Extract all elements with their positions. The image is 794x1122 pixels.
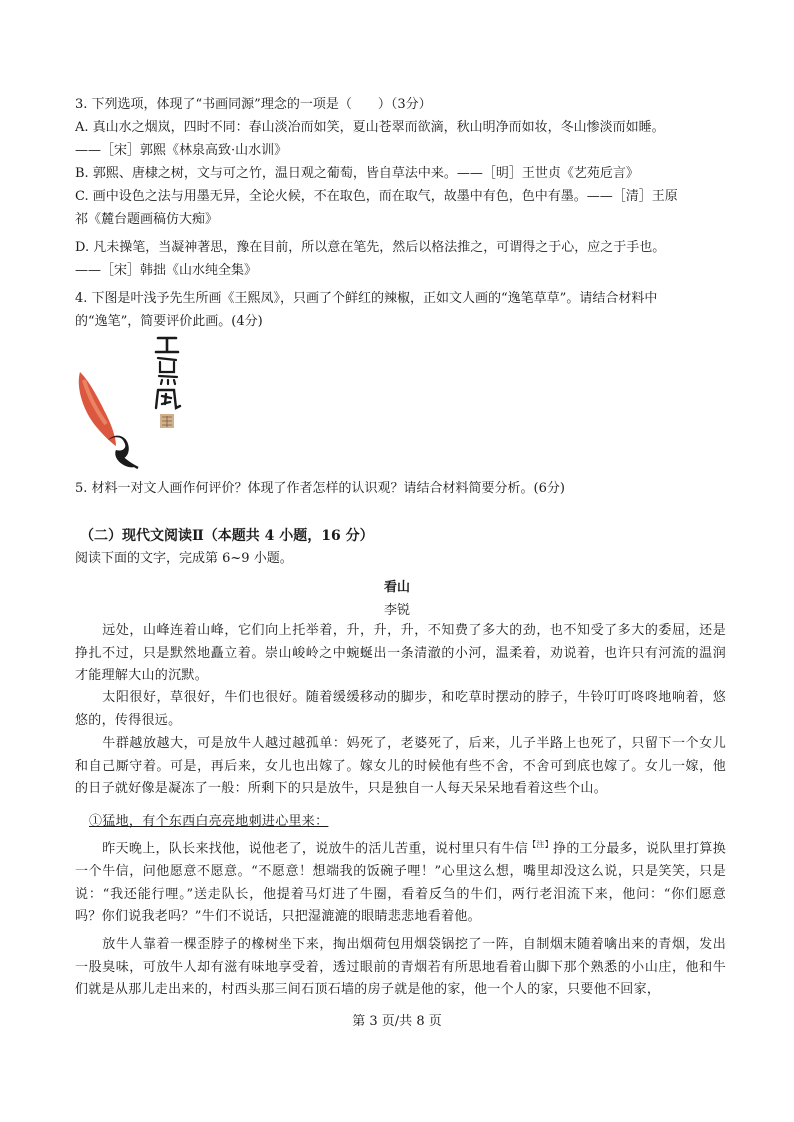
story-author: 李锐: [383, 603, 410, 618]
q3-option-c: C. 画中设色之法与用墨无异，全论火候，不在取色，而在取气，故墨中有色，色中有墨。——［清］王原: [75, 189, 678, 204]
footnote-marker: 【注】: [528, 840, 554, 849]
q5-stem: 5. 材料一对文人画作何评价？体现了作者怎样的认识观？请结合材料简要分析。(6分): [75, 481, 565, 496]
q3-option-d: D. 凡未操笔，当凝神著思，豫在目前，所以意在笔先，然后以格法推之，可谓得之于心，应之于手也。: [75, 240, 666, 255]
paragraph-5-text-a: 昨天晚上，队长来找他，说他老了，说放牛的活儿苦重，说村里只有牛信: [102, 841, 529, 857]
page-footer: 第 3 页/共 8 页: [352, 1014, 442, 1029]
story-paragraph-3: 牛群越放越大，可是放牛人越过越孤单：妈死了，老婆死了，后来，儿子半路上也死了，只留下一个女儿和自己厮守着。可是，再后来，女儿也出嫁了。嫁女儿的时候他有些不舍，不舍可到底也嫁了。女儿一嫁，他的日子就好像是凝冻了一般：所剩下的只是放牛，只是独自一人每天呆呆地看着这些个山。: [75, 736, 726, 797]
q3-option-d-source: ——［宋］韩拙《山水纯全集》: [75, 263, 258, 278]
q3-option-a-source: ——［宋］郭熙《林泉高致·山水训》: [75, 143, 288, 158]
painting-calligraphy: [156, 338, 180, 408]
story-title: 看山: [383, 580, 410, 595]
section-heading: （二）现代文阅读Ⅱ（本题共 4 小题，16 分）: [80, 528, 374, 544]
paragraph-5-text-b: 挣的工分最多，说队里打算换一个牛信，问他愿意不愿意。“不愿意！想端我的饭碗子哩！”心里这么想，嘴里却没这么说，只是笑笑，只是说：“我还能行哩。”送走队长，他提着马灯进了牛圈，看着反刍的牛们，两行老泪流下来，他问：“你们愿意吗？你们说我老吗？”牛们不说话，只把湿漉漉的眼睛悲悲地看着他。: [75, 841, 726, 925]
chili-painting: [72, 328, 202, 478]
q4-stem-line2: 的“逸笔”，简要评价此画。(4分): [75, 314, 263, 329]
underlined-sentence: ①猛地，有个东西白亮亮地刺进心里来：: [89, 814, 329, 829]
story-paragraph-1: 远处，山峰连着山峰，它们向上托举着，升，升，升，不知费了多大的劲，也不知受了多大的委屈，还是挣扎不过，只是默然地矗立着。崇山峻岭之中蜿蜒出一条清澈的小河，温柔着，劝说着，也许只有河流的温润才能理解大山的沉默。: [75, 623, 726, 684]
q3-option-c-cont: 祁《麓台题画稿仿大痴》: [75, 212, 219, 227]
q3-option-a: A. 真山水之烟岚，四时不同：春山淡冶而如笑，夏山苍翠而欲滴，秋山明净而如妆，冬山惨淡而如睡。: [75, 120, 665, 135]
q3-option-b: B. 郭熙、唐棣之树，文与可之竹，温日观之葡萄，皆自草法中来。——［明］王世贞《艺苑卮言》: [75, 166, 639, 181]
story-paragraph-5: [75, 834, 726, 929]
q4-stem-line1: 4. 下图是叶浅予先生所画《王熙凤》，只画了个鲜红的辣椒，正如文人画的“逸笔草草”。请结合材料中: [75, 291, 658, 306]
story-paragraph-4: [75, 811, 740, 834]
story-paragraph-6: 放牛人靠着一棵歪脖子的橡树坐下来，掏出烟荷包用烟袋锅挖了一阵，自制烟末随着噙出来的青烟，发出一股臭味，可放牛人却有滋有味地享受着，透过眼前的青烟若有所思地看着山脚下那个熟悉的小山庄，他和牛们就是从那儿走出来的，村西头那三间石顶石墙的房子就是他的家，他一个人的家，只要他不回家，: [75, 937, 726, 998]
story-paragraph-2: 太阳很好，草很好，牛们也很好。随着缓缓移动的脚步，和吃草时摆动的脖子，牛铃叮叮咚咚地响着，悠悠的，传得很远。: [75, 690, 726, 728]
section-instruction: 阅读下面的文字，完成第 6~9 小题。: [75, 551, 293, 566]
q3-stem: 3. 下列选项，体现了“书画同源”理念的一项是（ ）（3分）: [75, 97, 432, 112]
